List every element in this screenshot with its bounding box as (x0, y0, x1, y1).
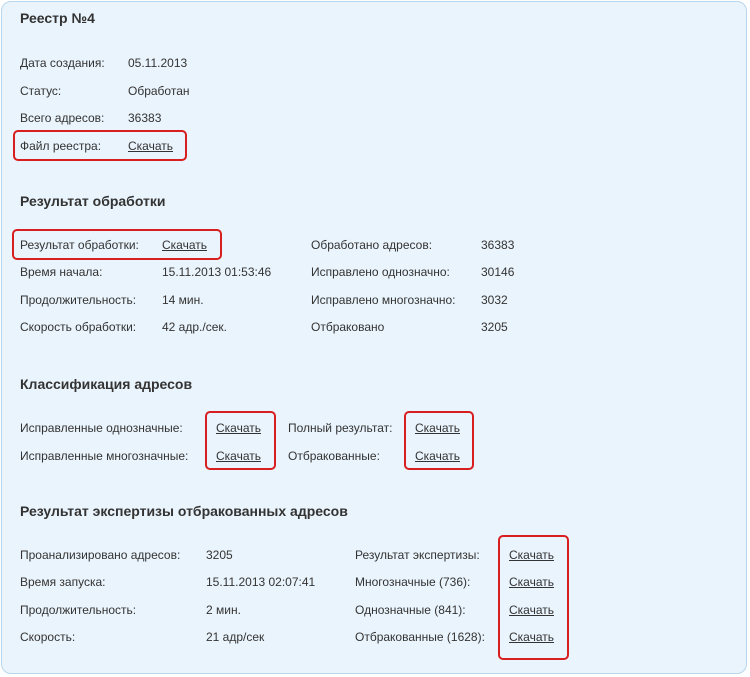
multi-fixed-label: Исправленные многозначные: (20, 449, 189, 463)
speed-value: 42 адр./сек. (162, 320, 227, 334)
expertise-rejected-label: Отбракованные (1628): (355, 630, 485, 644)
single-fixed-download-link[interactable]: Скачать (216, 421, 261, 435)
rejected-value: 3205 (481, 320, 508, 334)
expertise-result-download-link[interactable]: Скачать (509, 548, 554, 562)
processing-result-label: Результат обработки: (20, 238, 139, 252)
processed-value: 36383 (481, 238, 515, 252)
full-result-label: Полный результат: (288, 421, 393, 435)
status-label: Статус: (20, 84, 62, 98)
launch-time-label: Время запуска: (20, 575, 106, 589)
expertise-duration-label: Продолжительность: (20, 603, 137, 617)
full-result-download-link[interactable]: Скачать (415, 421, 460, 435)
registry-panel (1, 1, 747, 674)
created-label: Дата создания: (20, 56, 105, 70)
processed-label: Обработано адресов: (311, 238, 433, 252)
registry-file-download-link[interactable]: Скачать (128, 139, 173, 153)
analyzed-label: Проанализировано адресов: (20, 548, 181, 562)
expertise-single-label: Однозначные (841): (355, 603, 466, 617)
rejected-label: Отбраковано (311, 320, 385, 334)
registry-title: Реестр №4 (20, 10, 95, 26)
expertise-rejected-download-link[interactable]: Скачать (509, 630, 554, 644)
rejected-classified-download-link[interactable]: Скачать (415, 449, 460, 463)
multi-fixed-download-link[interactable]: Скачать (216, 449, 261, 463)
created-value: 05.11.2013 (128, 56, 188, 70)
rejected-classified-label: Отбракованные: (288, 449, 380, 463)
duration-value: 14 мин. (162, 293, 204, 307)
expertise-multi-download-link[interactable]: Скачать (509, 575, 554, 589)
launch-time-value: 15.11.2013 02:07:41 (206, 575, 316, 589)
expertise-duration-value: 2 мин. (206, 603, 241, 617)
fixed-multi-value: 3032 (481, 293, 508, 307)
fixed-multi-label: Исправлено многозначно: (311, 293, 456, 307)
analyzed-value: 3205 (206, 548, 233, 562)
start-time-value: 15.11.2013 01:53:46 (162, 265, 272, 279)
processing-title: Результат обработки (20, 193, 166, 209)
expertise-result-label: Результат экспертизы: (355, 548, 480, 562)
expertise-multi-label: Многозначные (736): (355, 575, 471, 589)
classification-title: Классификация адресов (20, 376, 193, 392)
processing-result-download-link[interactable]: Скачать (162, 238, 207, 252)
total-addresses-value: 36383 (128, 111, 162, 125)
expertise-speed-value: 21 адр/сек (206, 630, 265, 644)
single-fixed-label: Исправленные однозначные: (20, 421, 183, 435)
status-value: Обработан (128, 84, 190, 98)
file-label: Файл реестра: (20, 139, 102, 153)
fixed-single-label: Исправлено однозначно: (311, 265, 450, 279)
fixed-single-value: 30146 (481, 265, 515, 279)
duration-label: Продолжительность: (20, 293, 137, 307)
start-time-label: Время начала: (20, 265, 103, 279)
total-addresses-label: Всего адресов: (20, 111, 105, 125)
speed-label: Скорость обработки: (20, 320, 137, 334)
expertise-single-download-link[interactable]: Скачать (509, 603, 554, 617)
expertise-speed-label: Скорость: (20, 630, 76, 644)
expertise-title: Результат экспертизы отбракованных адресов (20, 503, 348, 519)
